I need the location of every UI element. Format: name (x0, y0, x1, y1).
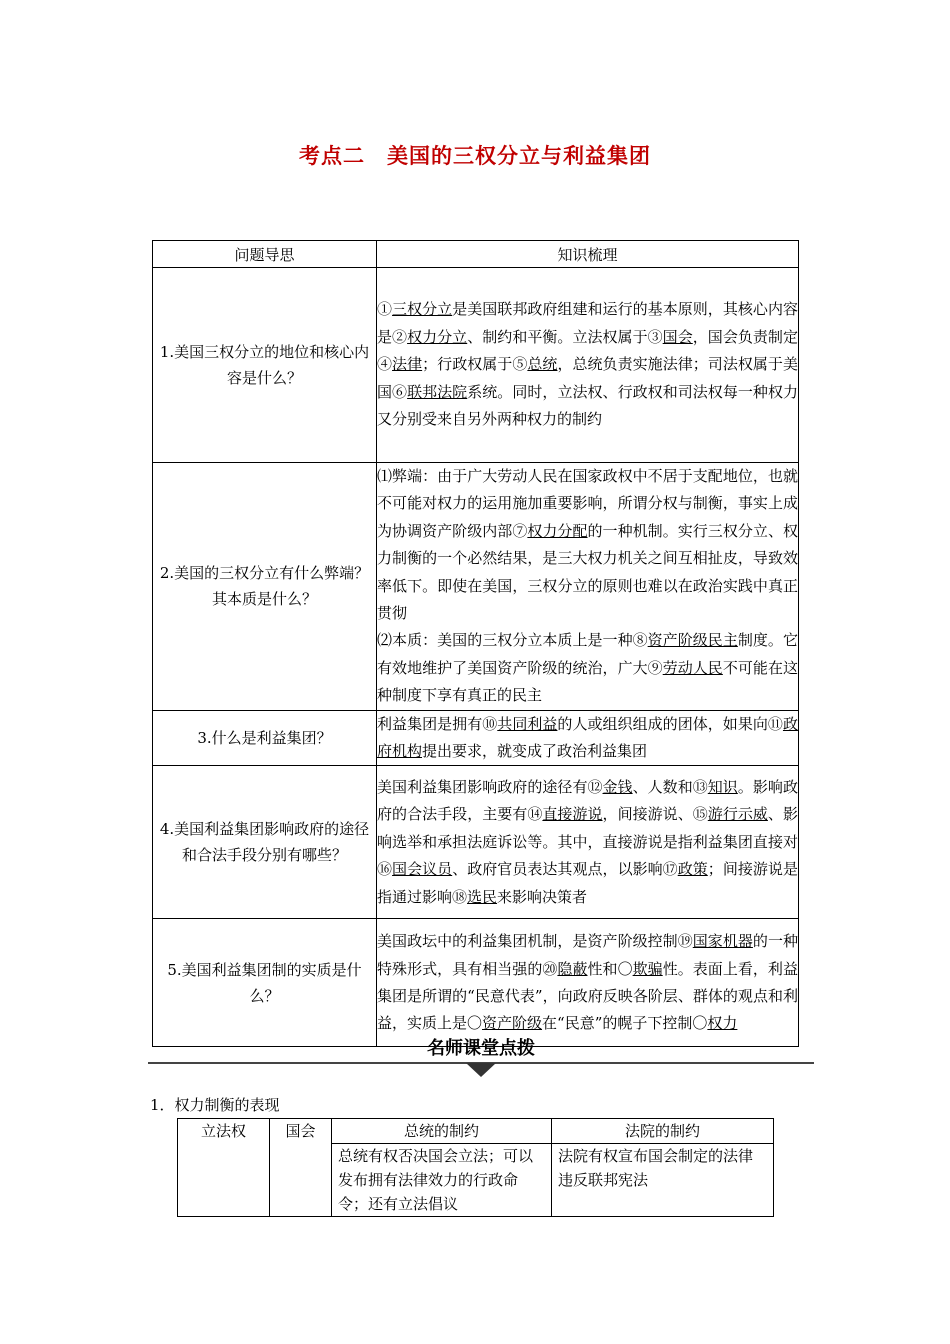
answer-text: 的一种机制。实行三权分立、权力制衡的一个必然结果，是三大权力机关之间互相扯皮，导致效率低下。即使在美国，三权分立的原则也难以在政治实践中真正贯彻 (377, 521, 798, 623)
answer-blank: 法律 (392, 355, 423, 374)
answer-blank: 总统 (527, 355, 558, 374)
table-row (153, 710, 799, 766)
answer-text: ；行政权属于⑤ (422, 355, 528, 374)
table-row (153, 268, 799, 463)
answer-text: 利益集团是拥有⑩ (377, 714, 498, 733)
answer-text: 制度。它有效地维护了美国资产阶级的统治，广大⑨ (377, 631, 798, 677)
section-divider (148, 1030, 814, 1080)
table-header-row (178, 1119, 774, 1144)
answer-blank: 资产阶级民主 (647, 631, 738, 650)
knowledge-table (152, 240, 799, 1047)
answer-blank: 国会议员 (392, 860, 453, 879)
answer-blank: 共同利益 (497, 714, 558, 733)
cell-court-text: 法院有权宣布国会制定的法律违反联邦宪法 (552, 1144, 774, 1217)
answer-text: ，总统负责实施法律；司法权属于美国⑥ (377, 355, 798, 401)
answer-cell (377, 766, 799, 919)
answer-text: 、人数和⑬ (632, 777, 708, 796)
answer-blank: 劳动人民 (662, 658, 723, 677)
cell-president-checks: 总统的制约 (332, 1119, 552, 1144)
answer-blank: 直接游说 (542, 805, 603, 824)
section-label: 名师课堂点拨 (427, 1038, 535, 1059)
checks-table (177, 1118, 774, 1217)
answer-text: 性和〇 (587, 959, 633, 978)
answer-cell (377, 268, 799, 463)
answer-cell (377, 463, 799, 711)
answer-blank: 联邦法院 (407, 382, 468, 401)
answer-blank: 权力分配 (527, 521, 588, 540)
answer-text: 不可能在这种制度下享有真正的民主 (377, 658, 798, 705)
answer-blank: 知识 (707, 777, 738, 796)
table-row (153, 463, 799, 711)
cell-legislative: 立法权 (178, 1119, 270, 1217)
question-cell: 4.美国利益集团影响政府的途径和合法手段分别有哪些？ (153, 766, 377, 919)
answer-text: ；间接游说是指通过影响⑱ (377, 860, 798, 906)
answer-text: 。影响政府的合法手段，主要有⑭ (377, 777, 798, 824)
answer-text: ，间接游说、⑮ (602, 805, 708, 824)
question-cell: 3.什么是利益集团？ (153, 710, 377, 766)
answer-text: 性。表面上看，利益集团是所谓的“民意代表”，向政府反映各阶层、群体的观点和利益，实质上是〇 (377, 959, 798, 1033)
answer-text: 、影响选举和承担法庭诉讼等。其中，直接游说是指利益集团直接对⑯ (377, 805, 798, 879)
answer-blank: 隐蔽 (557, 959, 588, 978)
cell-president-text: 总统有权否决国会立法；可以发布拥有法律效力的行政命令；还有立法倡议 (332, 1144, 552, 1217)
answer-blank: 选民 (467, 887, 498, 906)
cell-court-checks: 法院的制约 (552, 1119, 774, 1144)
answer-text: ，国会负责制定④ (377, 327, 798, 374)
answer-cell (377, 919, 799, 1047)
answer-text: 来影响决策者 (497, 887, 588, 906)
header-question: 问题导思 (153, 241, 377, 268)
question-cell: 1.美国三权分立的地位和核心内容是什么？ (153, 268, 377, 463)
answer-blank: 政策 (677, 860, 708, 879)
answer-text: 美国政坛中的利益集团机制，是资产阶级控制⑲ (377, 932, 693, 951)
answer-text: 在“民意”的幌子下控制〇 (542, 1014, 708, 1033)
page-title: 考点二 美国的三权分立与利益集团 (299, 144, 651, 168)
answer-text: 系统。同时，立法权、行政权和司法权每一种权力又分别受来自另外两种权力的制约 (377, 382, 798, 429)
answer-text: 提出要求，就变成了政治利益集团 (422, 742, 648, 761)
table-header-row (153, 241, 799, 268)
subheading: 1．权力制衡的表现 (150, 1096, 280, 1114)
answer-text: 是美国联邦政府组建和运行的基本原则，其核心内容是② (377, 300, 798, 346)
answer-text: ⑵本质：美国的三权分立本质上是一种⑧ (377, 631, 648, 650)
answer-blank: 欺骗 (632, 959, 663, 978)
answer-blank: 权力 (707, 1014, 738, 1033)
answer-blank: 国会 (662, 327, 693, 346)
answer-text: 美国利益集团影响政府的途径有⑫ (377, 777, 603, 796)
answer-blank: 金钱 (602, 777, 633, 796)
table-row (153, 919, 799, 1047)
header-answer: 知识梳理 (377, 241, 799, 268)
answer-blank: 三权分立 (392, 300, 453, 319)
answer-text: 的人或组织组成的团体，如果向⑪ (557, 714, 783, 733)
answer-text: ① (377, 300, 393, 319)
answer-blank: 资产阶级 (482, 1014, 543, 1033)
answer-blank: 政府机构 (377, 714, 798, 761)
question-cell: 2.美国的三权分立有什么弊端？其本质是什么？ (153, 463, 377, 711)
answer-text: 的一种特殊形式，具有相当强的⑳ (377, 932, 798, 978)
answer-text: 、制约和平衡。立法权属于③ (467, 327, 663, 346)
answer-blank: 游行示威 (707, 805, 768, 824)
cell-congress: 国会 (270, 1119, 332, 1217)
question-cell: 5.美国利益集团制的实质是什么？ (153, 919, 377, 1047)
table-row (153, 766, 799, 919)
answer-text: ⑴弊端：由于广大劳动人民在国家政权中不居于支配地位，也就不可能对权力的运用施加重要影响，所谓分权与制衡，事实上成为协调资产阶级内部⑦ (377, 467, 798, 540)
answer-blank: 国家机器 (692, 932, 753, 951)
answer-cell (377, 710, 799, 766)
answer-text: 、政府官员表达其观点，以影响⑰ (452, 860, 678, 879)
answer-blank: 权力分立 (407, 327, 468, 346)
triangle-down-icon (466, 1063, 496, 1077)
